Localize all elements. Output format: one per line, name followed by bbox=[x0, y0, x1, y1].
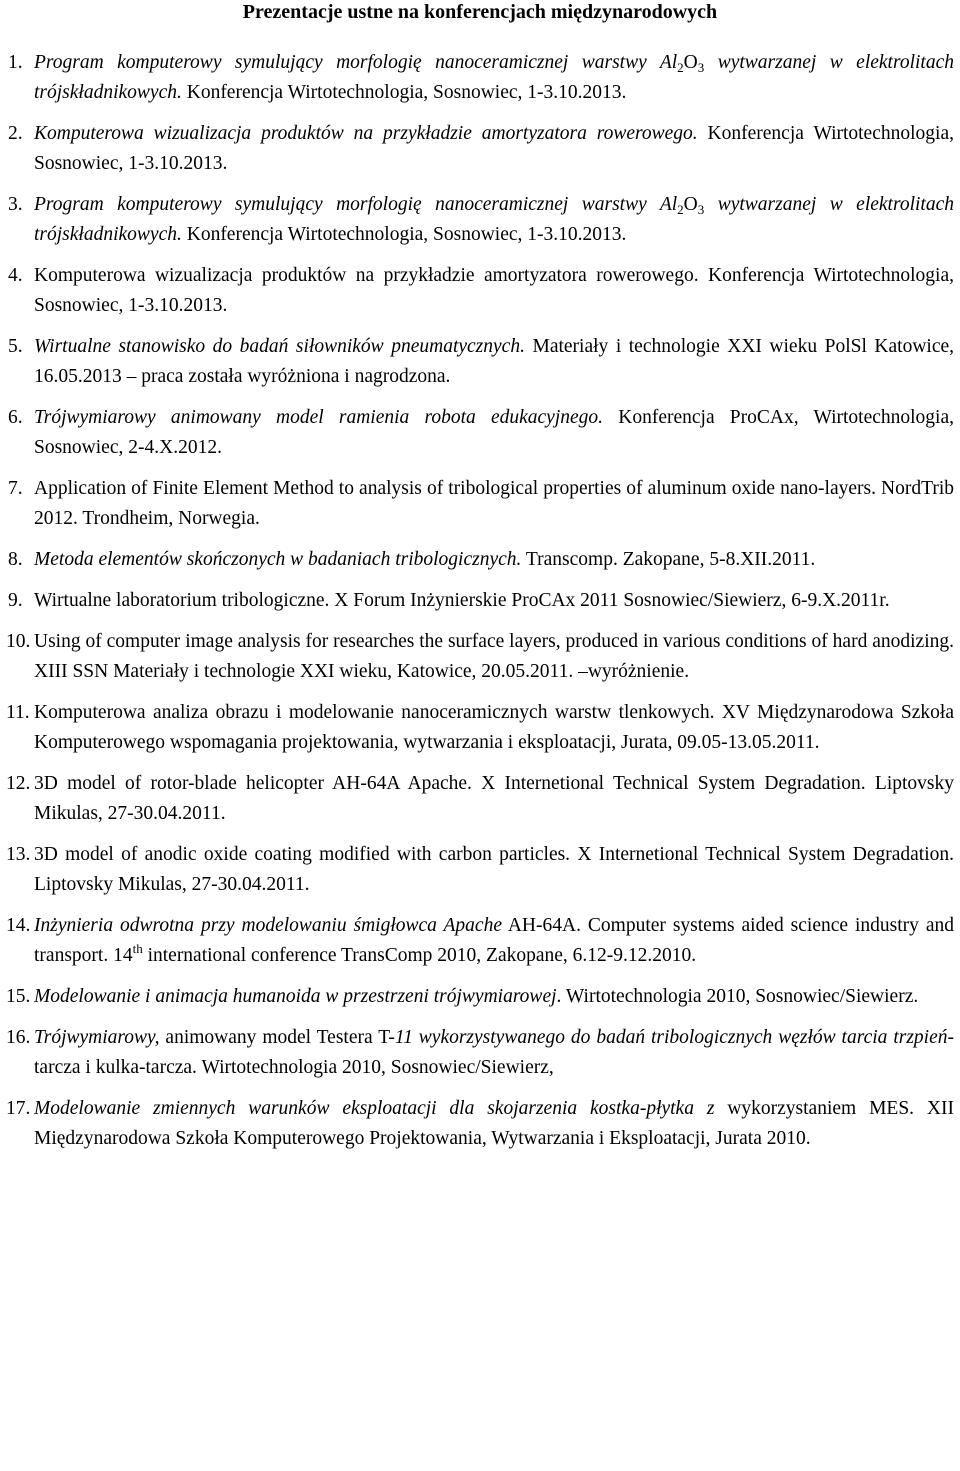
item-text: 11 wykorzystywanego do badań tribologicznych węzłów tarcia trzpień bbox=[394, 1027, 948, 1048]
item-text: wykorzystaniem MES. XII Międzynarodowa Szkoła Komputerowego Projektowania, Wytwarzania i Eksploatacji, Jurata 2010. bbox=[34, 1098, 954, 1149]
item-text: Program komputerowy symulujący morfologię nanoceramicznej warstwy Al bbox=[34, 52, 678, 73]
item-number: 17. bbox=[6, 1098, 31, 1119]
list-item bbox=[6, 1094, 954, 1154]
item-text: Using of computer image analysis for researches the surface layers, produced in various conditions of hard anodizing. XIII SSN Materiały i technologie XXI wieku, Katowice, 20.05.2011. –wyróżnienie. bbox=[34, 631, 954, 682]
item-text: Konferencja Wirtotechnologia, Sosnowiec, 1-3.10.2013. bbox=[181, 224, 627, 245]
list-item bbox=[8, 261, 954, 321]
item-text: AH-64A. Computer systems aided science industry and transport. 14 bbox=[34, 915, 954, 966]
item-text: -tarcza i kulka-tarcza. Wirtotechnologia 2010, Sosnowiec/Siewierz, bbox=[34, 1027, 954, 1078]
item-text: Konferencja Wirtotechnologia, Sosnowiec, 1-3.10.2013. bbox=[181, 82, 627, 103]
item-number: 7. bbox=[8, 478, 23, 499]
item-text: Komputerowa analiza obrazu i modelowanie nanoceramicznych warstw tlenkowych. XV Międzynarodowa Szkoła Komputerowego wspomagania projektowania, wytwarzania i eksploatacji, Jurata, 09.05-13.05.2011. bbox=[34, 702, 954, 753]
item-text: Metoda elementów skończonych w badaniach tribologicznych. bbox=[34, 549, 522, 570]
presentation-list bbox=[0, 48, 960, 1154]
list-item bbox=[8, 119, 954, 179]
item-text: Komputerowa wizualizacja produktów na przykładzie amortyzatora rowerowego. Konferencja Wirtotechnologia, Sosnowiec, 1-3.10.2013. bbox=[34, 265, 954, 316]
item-text: th bbox=[132, 941, 143, 956]
item-text: animowany model Testera T- bbox=[159, 1027, 395, 1048]
item-text: 3 bbox=[697, 60, 705, 75]
item-text: O bbox=[683, 194, 698, 215]
list-item bbox=[6, 840, 954, 900]
item-text: Wirtualne stanowisko do badań siłowników pneumatycznych. bbox=[34, 336, 525, 357]
list-item bbox=[6, 982, 954, 1012]
item-text: Konferencja Wirtotechnologia, Sosnowiec, 1-3.10.2013. bbox=[34, 123, 954, 174]
list-item bbox=[6, 769, 954, 829]
list-item bbox=[6, 911, 954, 971]
item-text: 2 bbox=[677, 60, 684, 75]
item-number: 16. bbox=[6, 1027, 31, 1048]
item-number: 10. bbox=[6, 631, 31, 652]
item-text: Modelowanie zmiennych warunków eksploatacji dla skojarzenia kostka-płytka z bbox=[34, 1098, 715, 1119]
item-number: 5. bbox=[8, 336, 23, 357]
item-text: Inżynieria odwrotna przy modelowaniu śmigłowca Apache bbox=[34, 915, 502, 936]
list-item bbox=[8, 545, 954, 575]
item-text: Application of Finite Element Method to analysis of tribological properties of aluminum oxide nano-layers. NordTrib 2012. Trondheim, Norwegia. bbox=[34, 478, 954, 529]
item-number: 1. bbox=[8, 52, 23, 73]
item-number: 11. bbox=[6, 702, 30, 723]
item-number: 2. bbox=[8, 123, 23, 144]
page-title: Prezentacje ustne na konferencjach międzynarodowych bbox=[242, 1, 718, 23]
list-item bbox=[8, 332, 954, 392]
item-number: 4. bbox=[8, 265, 23, 286]
list-item bbox=[8, 403, 954, 463]
item-number: 15. bbox=[6, 986, 31, 1007]
item-text: . Wirtotechnologia 2010, Sosnowiec/Siewierz. bbox=[556, 986, 919, 1007]
list-item bbox=[6, 1023, 954, 1083]
item-number: 8. bbox=[8, 549, 23, 570]
list-item bbox=[8, 190, 954, 250]
item-number: 13. bbox=[6, 844, 31, 865]
item-text: Trójwymiarowy animowany model ramienia robota edukacyjnego. bbox=[34, 407, 604, 428]
item-text: O bbox=[683, 52, 698, 73]
item-text: 2 bbox=[677, 202, 684, 217]
list-item bbox=[6, 698, 954, 758]
item-text: Konferencja ProCAx, Wirtotechnologia, Sosnowiec, 2-4.X.2012. bbox=[34, 407, 954, 458]
item-text: 3D model of rotor-blade helicopter AH-64A Apache. X Internetional Technical System Degradation. Liptovsky Mikulas, 27-30.04.2011. bbox=[34, 773, 954, 824]
item-text: Program komputerowy symulujący morfologię nanoceramicznej warstwy Al bbox=[34, 194, 678, 215]
item-number: 12. bbox=[6, 773, 31, 794]
item-text: wytwarzanej w elektrolitach trójskładnikowych. bbox=[34, 194, 954, 245]
list-item bbox=[8, 586, 954, 616]
item-text: Komputerowa wizualizacja produktów na przykładzie amortyzatora rowerowego. bbox=[34, 123, 698, 144]
item-number: 6. bbox=[8, 407, 23, 428]
item-text: 3D model of anodic oxide coating modified with carbon particles. X Internetional Technical System Degradation. Liptovsky Mikulas, 27-30.04.2011. bbox=[34, 844, 954, 895]
list-item bbox=[8, 48, 954, 108]
list-item bbox=[6, 627, 954, 687]
list-item bbox=[8, 474, 954, 534]
item-text: 3 bbox=[697, 202, 705, 217]
item-number: 3. bbox=[8, 194, 23, 215]
item-text: Modelowanie i animacja humanoida w przestrzeni trójwymiarowej bbox=[34, 986, 557, 1007]
item-text: wytwarzanej w elektrolitach trójskładnikowych. bbox=[34, 52, 954, 103]
item-text: Trójwymiarowy, bbox=[34, 1027, 160, 1048]
item-text: Wirtualne laboratorium tribologiczne. X Forum Inżynierskie ProCAx 2011 Sosnowiec/Siewierz, 6-9.X.2011r. bbox=[34, 590, 890, 611]
item-number: 9. bbox=[8, 590, 23, 611]
item-text: Materiały i technologie XXI wieku PolSl Katowice, 16.05.2013 – praca została wyróżniona i nagrodzona. bbox=[34, 336, 954, 387]
item-number: 14. bbox=[6, 915, 31, 936]
item-text: Transcomp. Zakopane, 5-8.XII.2011. bbox=[521, 549, 816, 570]
item-text: international conference TransComp 2010, Zakopane, 6.12-9.12.2010. bbox=[142, 945, 697, 966]
